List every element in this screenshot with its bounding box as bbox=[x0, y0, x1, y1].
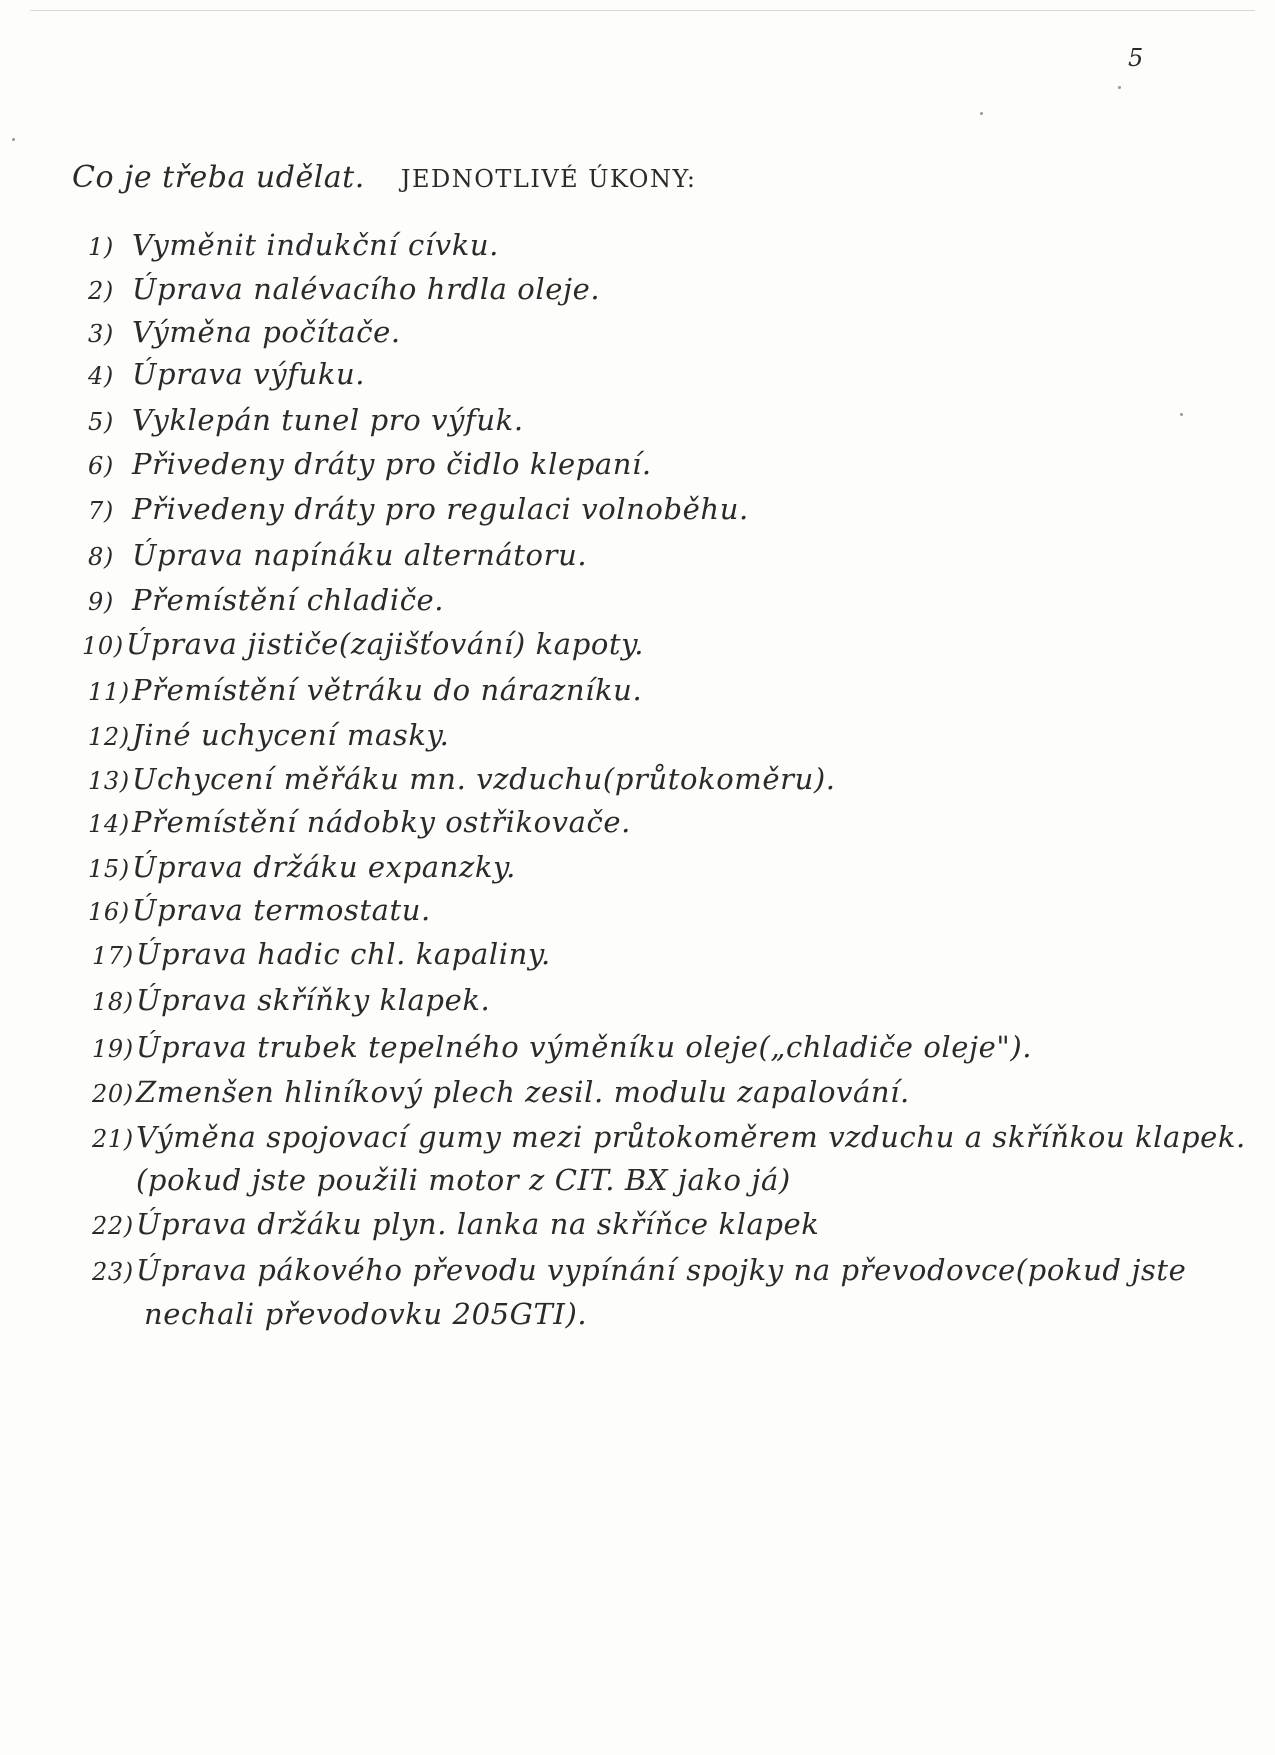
task-continuation bbox=[144, 1297, 587, 1331]
task-item bbox=[82, 627, 644, 661]
task-text: Úprava napínáku alternátoru. bbox=[132, 538, 588, 572]
task-text: Úprava výfuku. bbox=[132, 357, 366, 391]
task-number: 9) bbox=[88, 588, 114, 616]
task-number: 22) bbox=[92, 1212, 134, 1240]
task-item bbox=[88, 718, 450, 752]
scan-speck bbox=[1118, 86, 1121, 89]
task-item bbox=[92, 1207, 819, 1241]
task-number: 16) bbox=[88, 898, 130, 926]
task-continuation bbox=[136, 1163, 791, 1197]
task-text: Výměna počítače. bbox=[132, 315, 401, 349]
heading-lead: Co je třeba udělat. bbox=[72, 160, 365, 195]
task-number: 20) bbox=[92, 1080, 134, 1108]
task-item bbox=[92, 937, 551, 971]
task-text: (pokud jste použili motor z CIT. BX jako já) bbox=[136, 1163, 791, 1197]
task-item bbox=[88, 228, 499, 262]
task-text: Uchycení měřáku mn. vzduchu(průtokoměru). bbox=[132, 762, 836, 796]
task-number: 18) bbox=[92, 988, 134, 1016]
task-number: 17) bbox=[92, 942, 134, 970]
task-text: Přivedeny dráty pro regulaci volnoběhu. bbox=[132, 492, 749, 526]
task-number: 5) bbox=[88, 408, 114, 436]
task-number: 6) bbox=[88, 452, 114, 480]
task-item bbox=[88, 403, 524, 437]
page-number: 5 bbox=[1128, 44, 1144, 72]
task-number: 21) bbox=[92, 1125, 134, 1153]
scan-edge-line bbox=[30, 10, 1255, 11]
task-number: 19) bbox=[92, 1035, 134, 1063]
scan-speck bbox=[1180, 413, 1183, 416]
task-number: 8) bbox=[88, 543, 114, 571]
task-number: 2) bbox=[88, 277, 114, 305]
task-item bbox=[92, 1075, 910, 1109]
task-text: Přemístění větráku do nárazníku. bbox=[132, 673, 643, 707]
task-item bbox=[92, 1253, 1186, 1287]
task-text: Vyklepán tunel pro výfuk. bbox=[132, 403, 524, 437]
task-text: Úprava držáku plyn. lanka na skříňce klapek bbox=[136, 1207, 820, 1241]
task-text: Vyměnit indukční cívku. bbox=[132, 228, 499, 262]
scan-speck bbox=[980, 112, 983, 115]
task-text: Úprava termostatu. bbox=[132, 893, 431, 927]
task-number: 13) bbox=[88, 767, 130, 795]
task-number: 12) bbox=[88, 723, 130, 751]
task-item bbox=[88, 492, 749, 526]
task-number: 4) bbox=[88, 362, 114, 390]
heading-caps: JEDNOTLIVÉ ÚKONY: bbox=[400, 165, 697, 193]
task-item bbox=[88, 805, 631, 839]
task-number: 15) bbox=[88, 855, 130, 883]
task-number: 14) bbox=[88, 810, 130, 838]
task-item bbox=[92, 983, 490, 1017]
task-text: Úprava jističe(zajišťování) kapoty. bbox=[126, 627, 645, 661]
task-item bbox=[88, 850, 516, 884]
task-text: Úprava pákového převodu vypínání spojky na převodovce(pokud jste bbox=[136, 1253, 1187, 1287]
task-text: Úprava nalévacího hrdla oleje. bbox=[132, 272, 601, 306]
task-text: nechali převodovku 205GTI). bbox=[144, 1297, 588, 1331]
task-item bbox=[88, 357, 365, 391]
task-item bbox=[88, 673, 642, 707]
task-text: Úprava skříňky klapek. bbox=[136, 983, 491, 1017]
task-item bbox=[88, 538, 587, 572]
task-text: Výměna spojovací gumy mezi průtokoměrem vzduchu a skříňkou klapek. bbox=[136, 1120, 1246, 1154]
task-item bbox=[88, 893, 431, 927]
task-text: Přemístění nádobky ostřikovače. bbox=[132, 805, 631, 839]
task-item bbox=[88, 272, 600, 306]
task-item bbox=[88, 583, 444, 617]
task-text: Úprava hadic chl. kapaliny. bbox=[136, 937, 551, 971]
page-heading bbox=[72, 160, 696, 195]
task-text: Přivedeny dráty pro čidlo klepaní. bbox=[132, 447, 652, 481]
scan-speck bbox=[12, 138, 15, 141]
task-item bbox=[88, 762, 836, 796]
task-item bbox=[92, 1030, 1032, 1064]
task-text: Úprava trubek tepelného výměníku oleje(„chladiče oleje"). bbox=[136, 1030, 1033, 1064]
task-item bbox=[88, 447, 652, 481]
task-number: 3) bbox=[88, 320, 114, 348]
task-number: 1) bbox=[88, 233, 114, 261]
task-text: Zmenšen hliníkový plech zesil. modulu zapalování. bbox=[136, 1075, 910, 1109]
task-number: 23) bbox=[92, 1258, 134, 1286]
task-text: Jiné uchycení masky. bbox=[132, 718, 450, 752]
task-text: Přemístění chladiče. bbox=[132, 583, 445, 617]
task-text: Úprava držáku expanzky. bbox=[132, 850, 516, 884]
task-item bbox=[92, 1120, 1246, 1154]
task-item bbox=[88, 315, 401, 349]
task-number: 7) bbox=[88, 497, 114, 525]
task-number: 11) bbox=[88, 678, 130, 706]
task-number: 10) bbox=[82, 632, 124, 660]
